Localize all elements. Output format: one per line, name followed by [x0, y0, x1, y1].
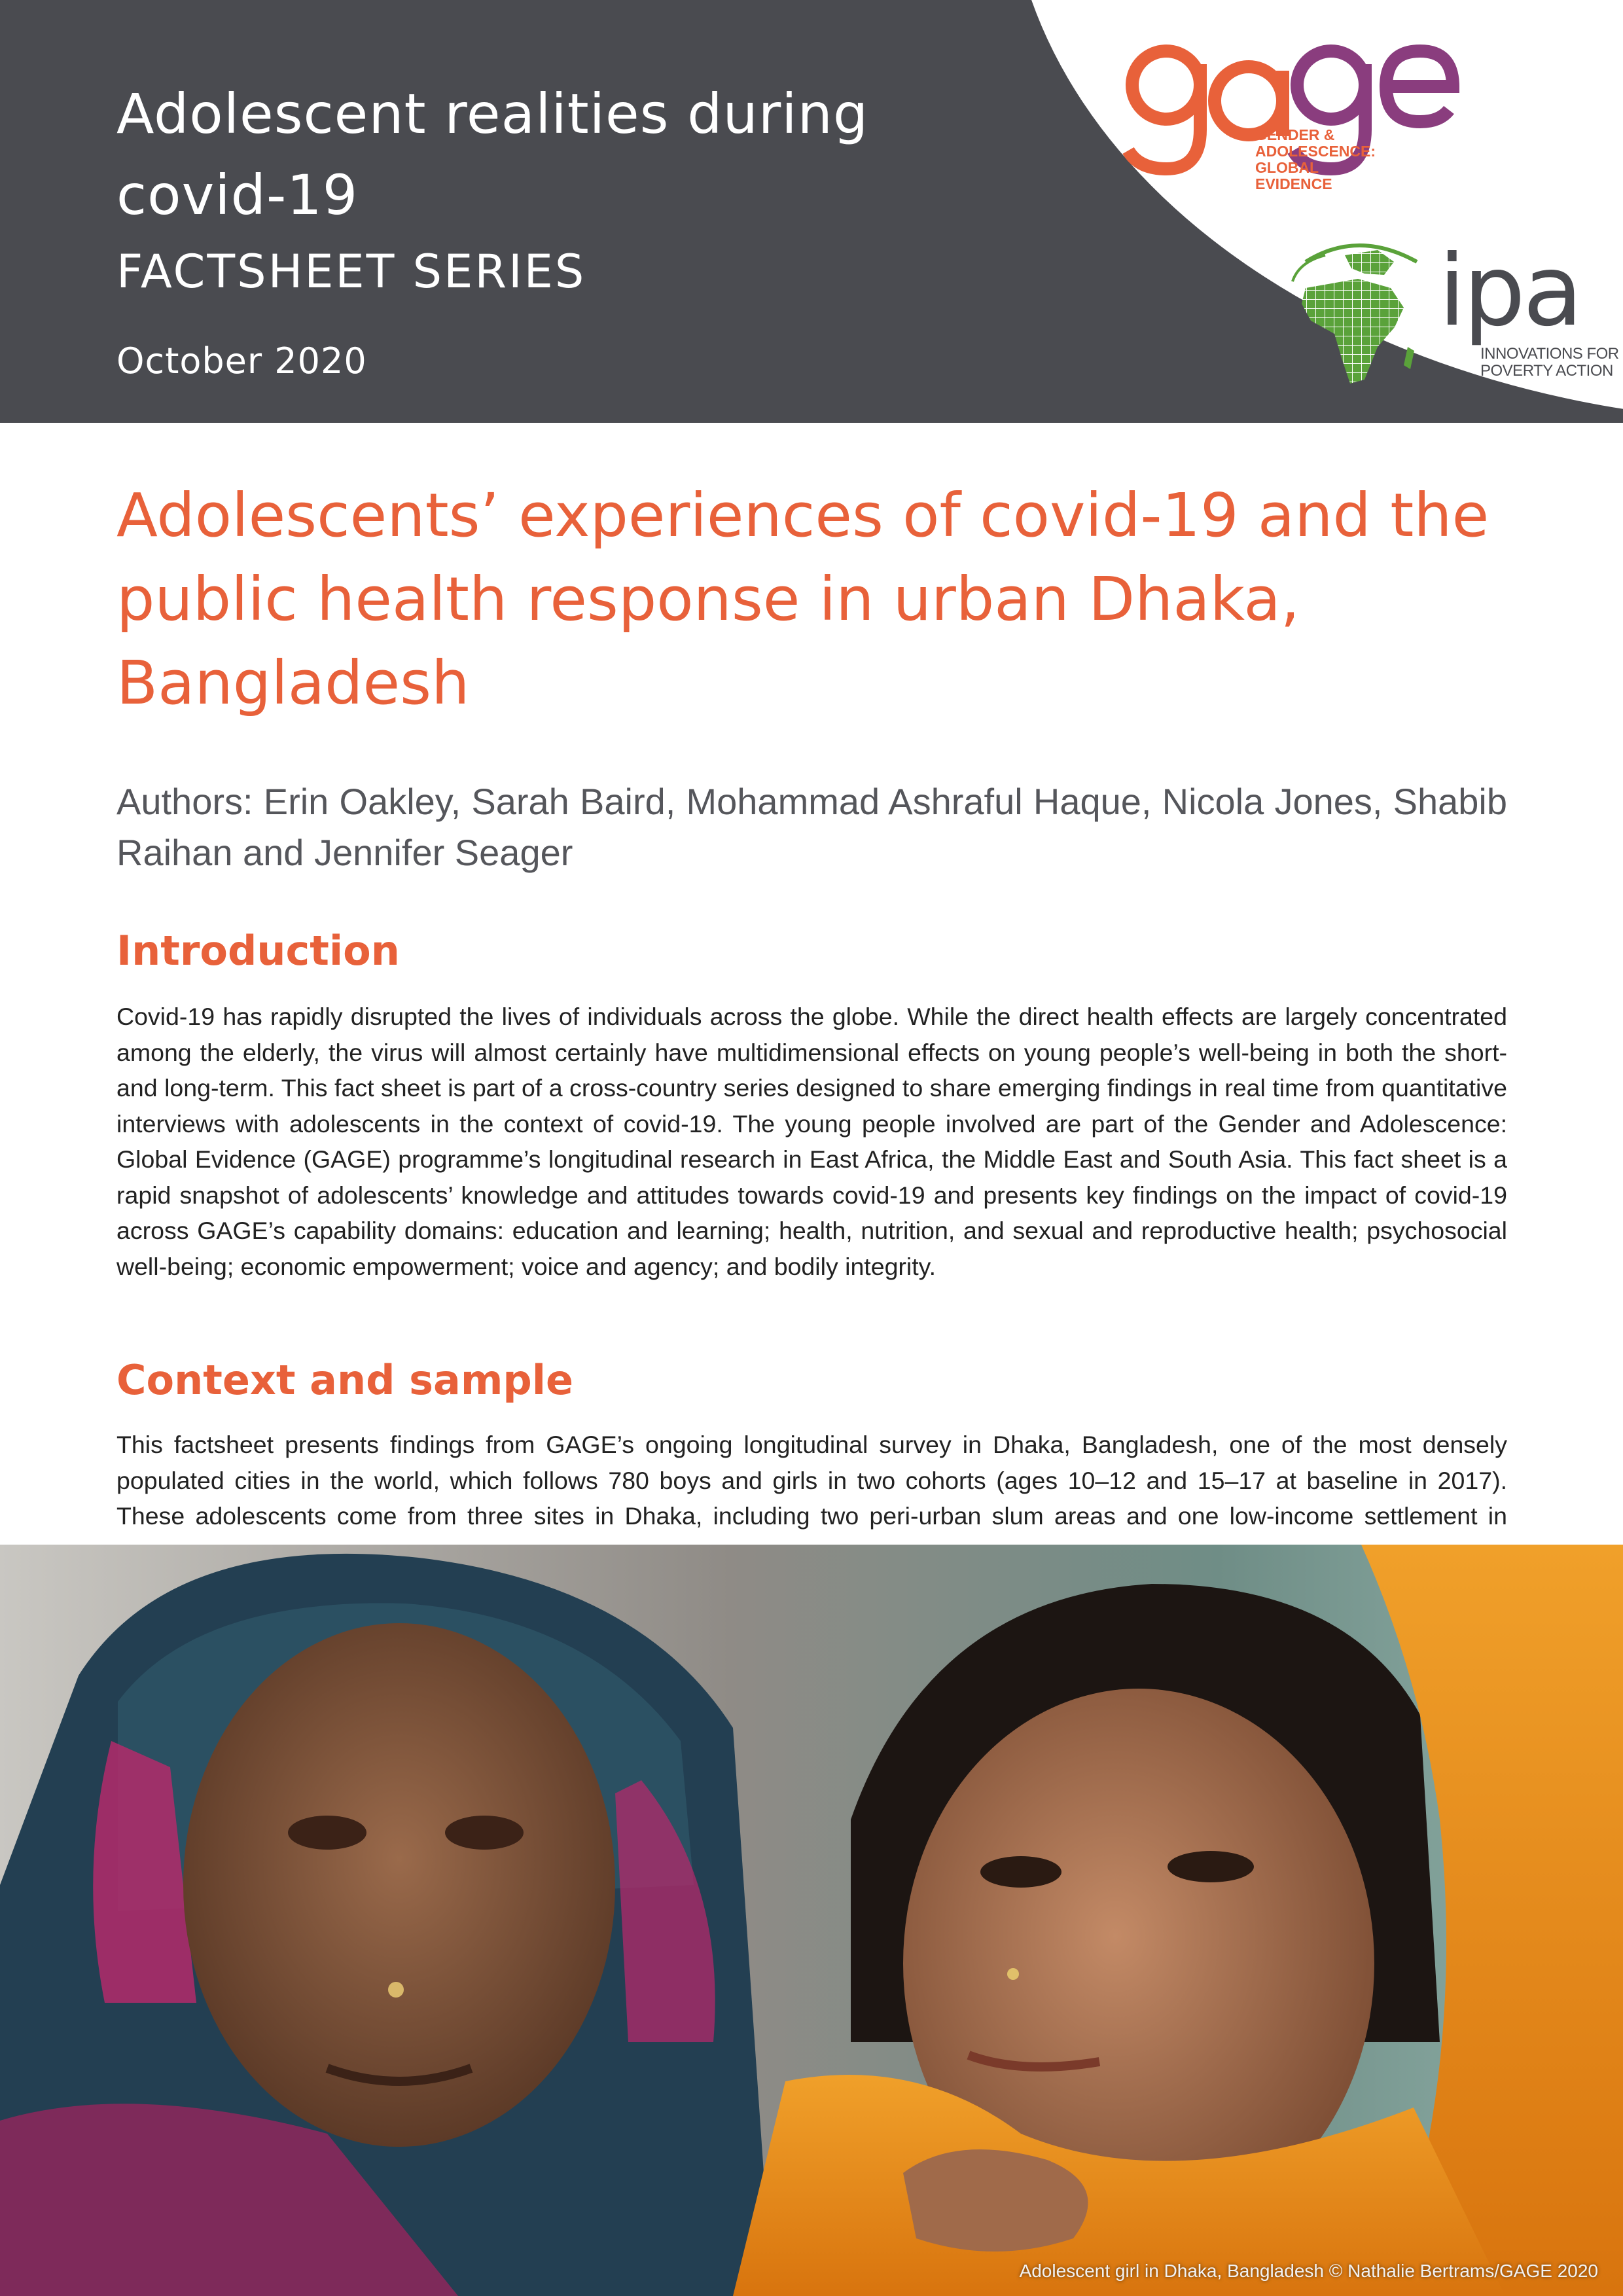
- introduction-paragraph: Covid-19 has rapidly disrupted the lives of individuals across the globe. While the direct health effects are largely concentrated among the elderly, the virus will almost certainly have multidimensional effects on young people’s well-being in both the short- and long-term. This fact sheet is part of a cross-country series designed to share emerging findings in real time from quantitative interviews with adolescents in the context of covid-19. The young people involved are part of the Gender and Adolescence: Global Evidence (GAGE) programme’s longitudinal research in East Africa, the Middle East and South Asia. This fact sheet is a rapid snapshot of adolescents’ knowledge and attitudes towards covid-19 and presents key findings on the impact of covid-19 across GAGE’s capability domains: education and learning; health, nutrition, and sexual and reproductive health; psychosocial well-being; economic empowerment; voice and agency; and bodily integrity.: [116, 1003, 1507, 1280]
- ipa-tagline-line: POVERTY ACTION: [1480, 362, 1613, 380]
- publication-date: October 2020: [116, 340, 367, 382]
- section-heading-introduction: Introduction: [116, 927, 400, 975]
- gage-tagline-line: ADOLESCENCE:: [1255, 143, 1376, 160]
- section-heading-context: Context and sample: [116, 1356, 574, 1404]
- ipa-tagline-line: INNOVATIONS FOR: [1480, 345, 1619, 363]
- authors-line: Authors: Erin Oakley, Sarah Baird, Mohammad Ashraful Haque, Nicola Jones, Shabib Raihan and Jennifer Seager: [116, 781, 1507, 873]
- ipa-tagline: [1480, 346, 1619, 380]
- gage-wordmark-text: [1113, 38, 1114, 39]
- cover-photo: [0, 1545, 1623, 2296]
- series-subtitle: FACTSHEET SERIES: [116, 245, 586, 298]
- series-title: Adolescent realities during covid-19: [116, 82, 869, 227]
- gage-tagline-line: GLOBAL: [1255, 159, 1319, 176]
- gage-tagline: [1255, 127, 1376, 192]
- photo-caption: Adolescent girl in Dhaka, Bangladesh © Nathalie Bertrams/GAGE 2020: [1019, 2261, 1598, 2281]
- gage-tagline-line: EVIDENCE: [1255, 175, 1332, 192]
- photo-illustration: [0, 1545, 1623, 2296]
- gage-tagline-line: GENDER &: [1255, 126, 1335, 143]
- ipa-wordmark: ipa: [1438, 234, 1580, 348]
- factsheet-title: Adolescents’ experiences of covid-19 and the public health response in urban Dhaka, Bangladesh: [116, 480, 1489, 718]
- context-paragraph-text: This factsheet presents findings from GAGE’s ongoing longitudinal survey in Dhaka, Bangladesh, one of the most densely populated cities in the world, which follows 780 boys and girls in two cohorts (ages 10–12 and 15–17 at baseline in 2017). These adolescents come from three sites in Dhaka, including two peri-urban slum areas and one low-income settlement in: [116, 1431, 1507, 1530]
- globe-icon: [1279, 236, 1436, 393]
